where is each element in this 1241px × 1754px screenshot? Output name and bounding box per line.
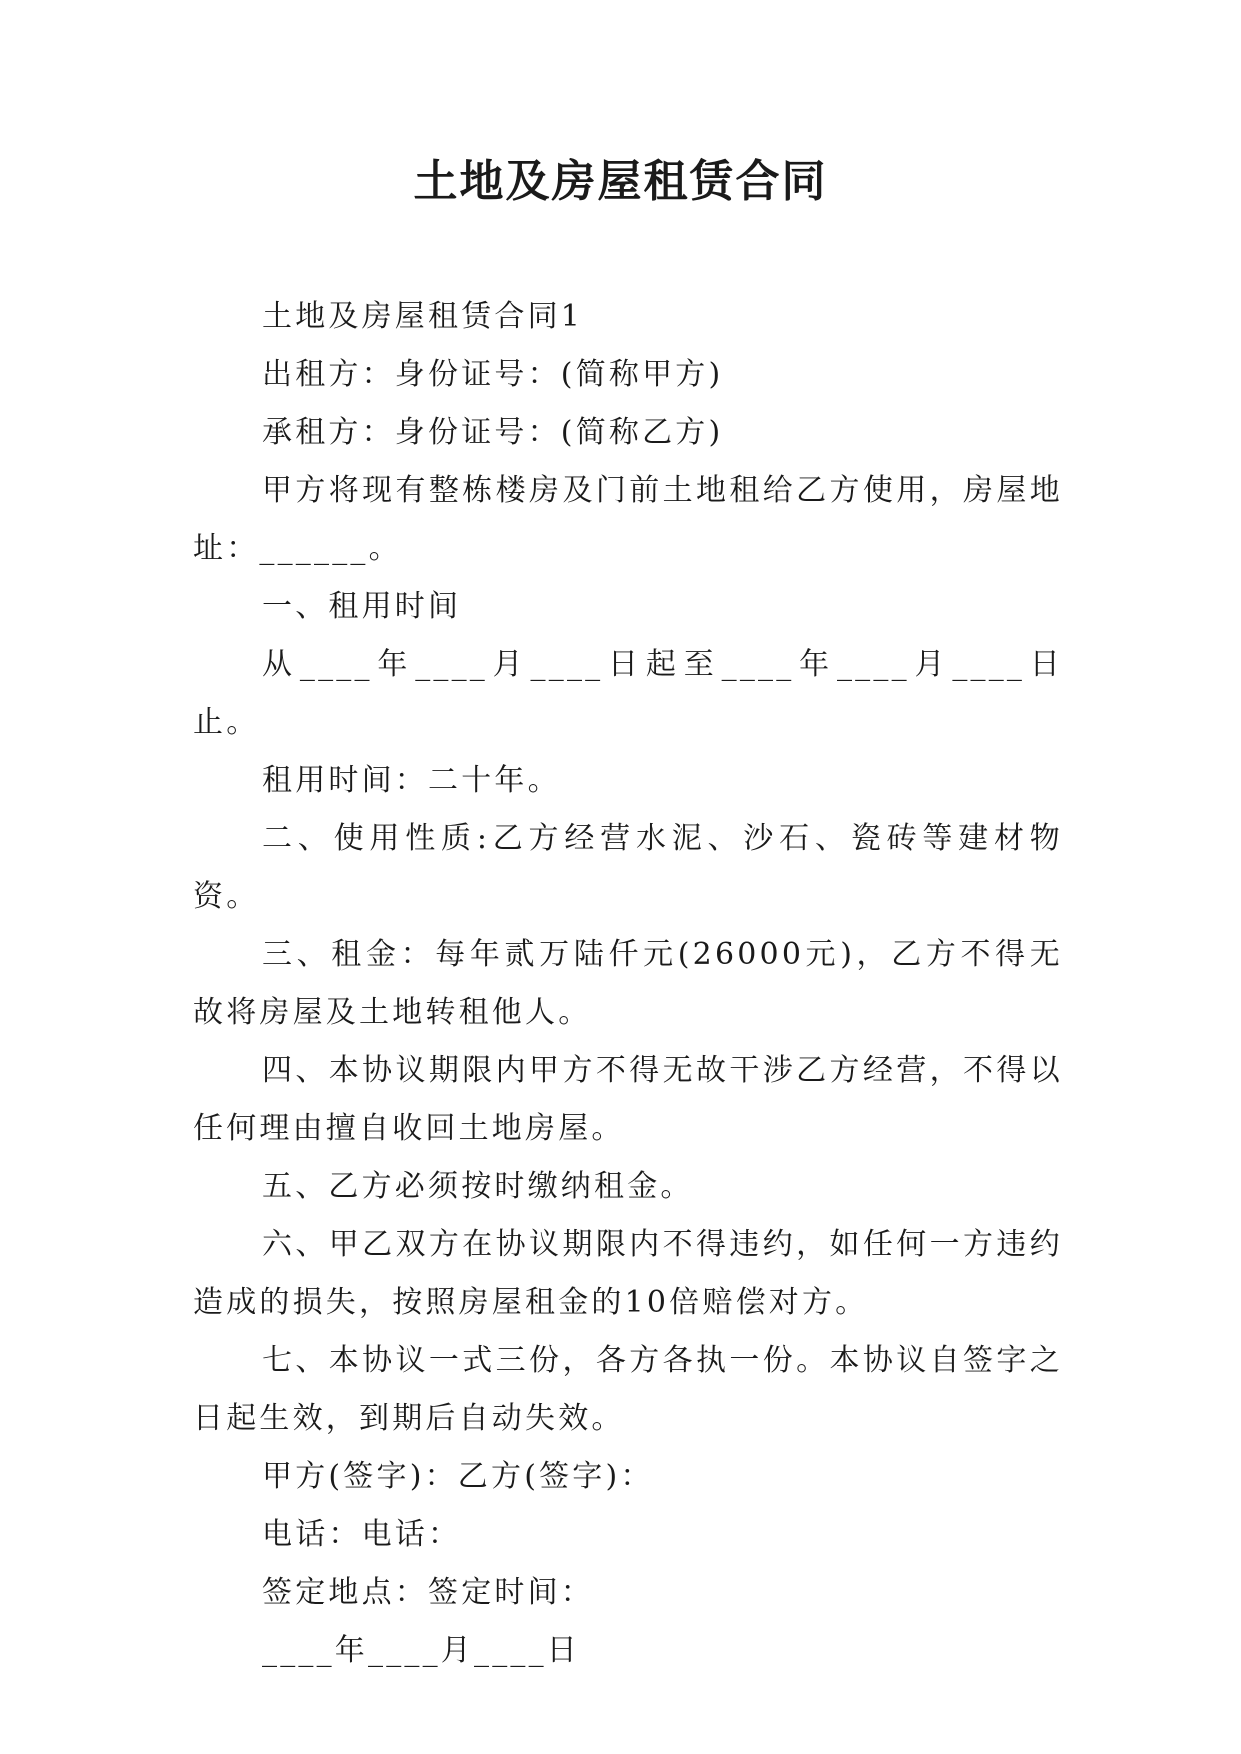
- signing-place-time: 签定地点：签定时间：: [262, 1575, 594, 1610]
- signature-line: 甲方(签字)：乙方(签字)：: [262, 1459, 654, 1494]
- section-2-usage: 二、使用性质:乙方经营水泥、沙石、瓷砖等建材物资。: [193, 821, 1063, 914]
- section-4-no-interference: 四、本协议期限内甲方不得无故干涉乙方经营，不得以任何理由擅自收回土地房屋。: [193, 1053, 1063, 1146]
- section-7-copies: 七、本协议一式三份，各方各执一份。本协议自签字之日起生效，到期后自动失效。: [193, 1343, 1063, 1436]
- signing-date: ____年____月____日: [262, 1633, 580, 1668]
- lease-duration: 租用时间：二十年。: [262, 763, 561, 798]
- contract-subtitle: 土地及房屋租赁合同1: [262, 299, 584, 334]
- section-3-rent: 三、租金：每年贰万陆仟元(26000元)，乙方不得无故将房屋及土地转租他人。: [193, 937, 1063, 1030]
- property-address-clause: 甲方将现有整栋楼房及门前土地租给乙方使用，房屋地址：______。: [193, 473, 1063, 566]
- document-title: 土地及房屋租赁合同: [413, 156, 828, 207]
- document-body: [193, 288, 1063, 1680]
- section-6-breach: 六、甲乙双方在协议期限内不得违约，如任何一方违约造成的损失，按照房屋租金的10倍赔偿对方。: [193, 1227, 1063, 1320]
- section-1-heading: 一、租用时间: [262, 589, 462, 624]
- lease-period-dates: 从____年____月____日起至____年____月____日止。: [193, 647, 1063, 740]
- lessor-line: 出租方：身份证号：(简称甲方): [262, 357, 724, 392]
- phone-line: 电话：电话：: [262, 1517, 462, 1552]
- lessee-line: 承租方：身份证号：(简称乙方): [262, 415, 724, 450]
- section-5-payment: 五、乙方必须按时缴纳租金。: [262, 1169, 694, 1204]
